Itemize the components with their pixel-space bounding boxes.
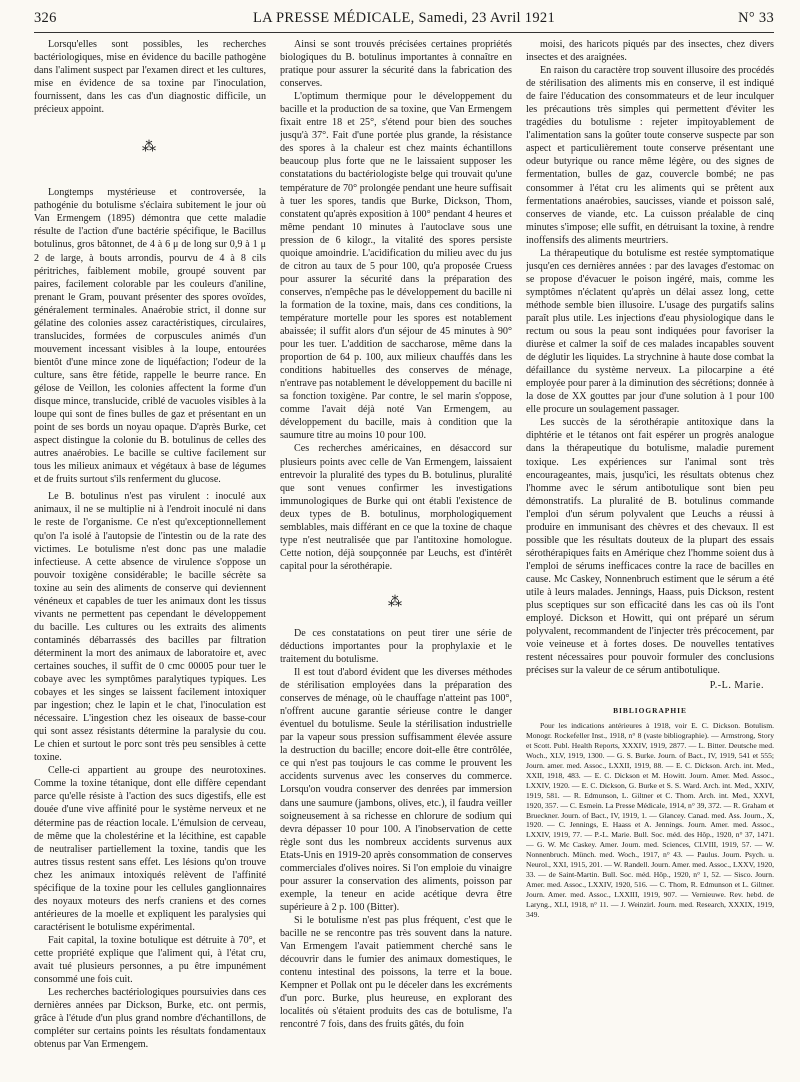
running-header	[34, 8, 774, 33]
column-3	[526, 38, 774, 1078]
journal-title: LA PRESSE MÉDICALE, Samedi, 23 Avril 1921	[252, 10, 556, 26]
paragraph: Longtemps mystérieuse et controversée, la pathogénie du botulisme s'éclaira subitement le jour où Van Ermengem (1895) démontra que cette maladie résulte de l'action d'une bactérie spécifique, le Bacillus botulinus, gros bâtonnet, de 4 à 6 μ de long sur 0,9 à 1 μ 2 de large, à bouts arrondis, pourvu de 4 à 8 cils péritriches, faiblement mobile, groupé souvent par paires, facilement colorable par les couleurs d'aniline, prenant le Gram, pouvant présenter des spores ovoïdes, généralement terminales. Anaérobie strict, il donne sur gélatine des colonies assez caractéristiques, circulaires, translucides, formées de corpuscules animés d'un mouvement incessant visibles à la loupe, entourées bientôt d'une mince zone de liquéfaction; l'odeur de la culture, sans être fétide, rappelle le beurre rance. En gélose de Veillon, les colonies affectent la forme d'un disque mince, translucide, criblé de vacuoles visibles à la loupe qui sont de fines bulles de gaz et présentant en un point de ses bords un noyau opaque. D'après Burke, cet aspect distingue la colonie du B. botulinus de celles des autres anaérobies. Le bacille se cultive facilement sur tous les milieux animaux et végétaux à base de légumes et de fruits surtout s'ils renferment du glucose.	[34, 187, 266, 486]
paragraph: Lorsqu'elles sont possibles, les recherches bactériologiques, mise en évidence du bacille pathogène dans l'aliment suspect par l'examen direct et les cultures, mise en évidence de sa toxine par l'inoculation, fournissent, dans les cas d'un diagnostic difficile, un précieux appoint.	[34, 39, 266, 116]
page-number: 326	[34, 10, 57, 26]
paragraph: Les recherches bactériologiques poursuivies dans ces dernières années par Dickson, Burke, etc. ont permis, grâce à l'étude d'un plus grand nombre d'échantillons, de compléter sur certains points les résultats fondamentaux obtenus par Van Ermengem.	[34, 987, 266, 1051]
paragraph: moisi, des haricots piqués par des insectes, chez divers insectes et des araignées.	[526, 39, 774, 64]
paragraph: Si le botulisme n'est pas plus fréquent, c'est que le bacille ne se rencontre pas très souvent dans la nature. Van Ermengem l'avait patiemment cherché sans le découvrir dans le fumier des animaux domestiques, le contenu intestinal des poissons, la terre et la boue. Kempner et Pollak ont pu le déceler dans les excréments d'un porc. Burke, plus heureuse, en explorant des localités où s'étaient produits des cas de botulisme, l'a rencontré 7 fois, dans des fruits gâtés, du foin	[280, 914, 512, 1031]
paragraph: Fait capital, la toxine botulique est détruite à 70°, et cette propriété explique que l'aliment qui, à l'état cru, avait tué plusieurs personnes, a pu être impunément consommé une fois cuit.	[34, 934, 266, 986]
section-separator-stars: ⁂	[142, 140, 158, 156]
bibliography-text: Pour les indications antérieures à 1918, voir E. C. Dickson. Botulism. Monogr. Rockefeller Inst., 1918, n° 8 (vaste bibliographie). — Armstrong, Story et Scott. Publ. Health Reports, XXXIV, 1919, 2877. — L. Bitter. Deutsche med. Woch., XLV, 1919, 1300. — G. S. Burke. Journ. of Bact., IV, 1919, 541 et 555; Journ. amer. med. Assoc., LXXII, 1919, 88. — E. C. Dickson. Arch. int. Med., XXII, 1918, 483. — E. C. Dickson et M. Howitt. Journ. Amer. Med. Assoc., LXXIV, 1920. — E. C. Dickson, G. Burke et S. S. Ward. Arch. int. Med., XXIV, 1919, 581. — R. Edmunson, L. Giltner et C. Thom. Arch. int. Med., XXVI, 1920, 357. — C. Esmein. La Presse Médicale, 1914, n° 39, 372. — R. Graham et Brueckner. Journ. of Bact., IV, 1919, 1. — Glancey. Canad. med. Ass. Journ., X, 1920. — C. Jennings, E. Haass et A. Jennings. Journ. Amer. med. Assoc., LXXIV, 1919, 77. — P.-L. Marie. Bull. Soc. méd. des Hôp., 1920, n° 37, 1471. — G. W. Mc Caskey. Amer. Journ. med. Sciences, CLVIII, 1919, 57. — W. Nonnenbruch. Münch. med. Woch., 1917, n° 43. — Paulus. Journ. Psych. u. Neurol., XXI, 1915, 201. — W. Randell. Journ. Amer. med. Assoc., LXXV, 1920, 33. — de Saint-Martin. Bull. Soc. méd. Hôp., 1920, n° 1, 52. — Sisco. Journ. Amer. med. Assoc., LXXIV, 1920, 516. — C. Thom, R. Edmunson et L. Giltner. Journ. Amer. med. Assoc., LXXIII, 1919, 907. — Vernieuwe. Rev. hebd. de Laryng., XLI, 1918, n° 11. — J. Weinzirl. Journ. med. Research, XXXIX, 1919, 349.	[526, 721, 774, 919]
section-separator-stars: ⁂	[388, 594, 404, 610]
paragraph: De ces constatations on peut tirer une série de déductions importantes pour la prophylaxie et le traitement du botulisme.	[280, 627, 512, 666]
paragraph: Il est tout d'abord évident que les diverses méthodes de stérilisation employées dans la préparation des conserves de ménage, où le chauffage n'atteint pas 100°, n'offrent aucune garantie sérieuse contre le danger éventuel du botulisme. Seule la stérilisation industrielle par la vapeur sous pression suffisamment élevée assure la destruction du bacille; encore doit-elle être contrôlée, ce qui n'est pas toujours le cas comme le prouvent les accidents survenus avec les conserves du commerce. Lorsqu'on voudra conserver des denrées par immersion dans une saumure (jambons, olives, etc.), il faudra veiller soigneusement à sa richesse en chlorure de sodium qui devra dépasser 10 pour 100. A l'inobservation de cette règle sont dus les nombreux accidents survenus aux Etats-Unis en 1919-20 après consommation de conserves commerciales d'olives noires. Si l'on emploie du vinaigre pour assurer la conservation des aliments, poisson par exemple, la teneur en acide acétique devra être supérieure à 2 p. 100 (Bitter).	[280, 667, 512, 913]
column-1	[34, 38, 266, 1078]
paragraph: Les succès de la sérothérapie antitoxique dans la diphtérie et le tétanos ont fait espérer un progrès analogue dans la thérapeutique du botulisme, maladie purement toxique. Les expériences sur l'animal sont très encourageantes, mais, jusqu'ici, les résultats obtenus chez l'homme avec le sérum antibotulique sont bien peu démonstratifs. La pluralité de B. botulinus commande l'emploi d'un sérum polyvalent que Leuchs a réussi à produire en immunisant des chèvres et des chevaux. Il est possible que les résultats douteux de la plupart des essais sérothérapiques faits en Amérique chez l'homme soient dus à l'emploi de sérums inefficaces contre la race de bacilles en cause. Mc Caskey, Nonnenbruch estiment que le sérum a été utile à leurs malades. Jennings, Haass, puis Dickson, restent plus sceptiques sur son efficacité dans les cas où ils l'ont employé. Dickson et Howitt, qui ont préparé un sérum polyvalent, recommandent de l'injecter très précocement, par voie veineuse et à fortes doses. De nouvelles tentatives restent nécessaires pour pouvoir formuler des conclusions précises sur la valeur de ce sérum antibotulique.	[526, 417, 774, 677]
paragraph: L'optimum thermique pour le développement du bacille et la production de sa toxine, que Van Ermengem fixait entre 18 et 25°, s'étend pour bien des souches jusqu'à 37°. Fait d'une portée plus grande, la résistance des spores à la chaleur est chez maints échantillons beaucoup plus forte que ne le laissaient supposer les constatations du bactériologiste belge qui trouvait qu'une température de 70° prolongée pendant une heure suffisait à tuer les spores, tandis que Burke, Dickson, Thom, constatent qu'après exposition à 100° pendant 4 heures et même pendant 10 minutes à l'autoclave sous une pression de 6 kilogr., la vitalité des spores persiste quoique amoindrie. L'acidification du milieu avec du jus de citron au taux de 5 pour 100, qu'a proposée Cruess pour assurer la sécurité dans la préparation des conserves, n'empêche pas le développement du bacille ni la formation de la toxine, mais, dans ces conditions, la température mortelle pour les spores est notablement abaissée; il suffit alors d'un séjour de 45 minutes à 90° pour les tuer. L'addition de saccharose, même dans la proportion de 64 p. 100, aux milieux chauffés dans les conditions habituelles des conserves de ménage, n'entrave pas notablement le développement du bacille ni sa fonction toxigène. Par contre, le sel marin s'oppose, comme l'avait déjà noté Van Ermengem, au développement du bacille, mais à condition que la saumure titre au moins 10 pour 100.	[280, 91, 512, 442]
author-signature: P.-L. Marie.	[709, 680, 764, 692]
column-2	[280, 38, 512, 1078]
bibliography-heading: BIBLIOGRAPHIE	[613, 706, 687, 716]
issue-number: N° 33	[738, 10, 774, 26]
paragraph: En raison du caractère trop souvent illusoire des procédés de stérilisation des aliments mis en conserve, il est indiqué de faire l'éducation des consommateurs et de leur inculquer les précautions très simples qui permettent d'éviter les tragédies du botulisme : rejeter impitoyablement de l'alimentation sans la goûter toute conserve suspecte par son aspect et particulièrement toute conserve présentant une odeur butyrique ou rance même légère, ou des signes de fermentation, bulles de gaz, couvercle bombé; ne pas consommer à l'état cru les aliments qui se prêtent aux fermentations anaérobies, saucisses, viande et poisson salé, conserves de viande, etc. La cuisson préalable de cinq minutes s'impose; elle suffit, en détruisant la toxine, à rendre inoffensifs des aliments meurtriers.	[526, 65, 774, 246]
paragraph: Ces recherches américaines, en désaccord sur plusieurs points avec celle de Van Ermengem, laissaient entrevoir la pluralité des types du B. botulinus, pluralité que sont venues confirmer les investigations immunologiques de Burke qui ont établi l'existence de deux types de B. botulinus, morphologiquement semblables, mais différant en ce que la toxine de chaque type n'est neutralisée que par l'antitoxine homologue. Cette notion, déjà soupçonnée par Leuchs, est d'intérêt capital pour la sérothérapie.	[280, 443, 512, 572]
paragraph: Le B. botulinus n'est pas virulent : inoculé aux animaux, il ne se multiplie ni à l'endroit inoculé ni dans le reste de l'organisme. Ce n'est qu'exceptionnellement qu'on l'a isolé à l'autopsie de l'intestin ou de la rate des victimes. Le botulisme n'est donc pas une maladie infectieuse. A cette absence de virulence s'oppose un pouvoir toxigène considérable; le bacille sécrète sa toxine au sein des aliments de conserve qui deviennent vénéneux et capables de tuer les animaux dont les tissus vivants ne permettent pas cependant le développement du bacille. Les cultures ou les extraits des aliments contaminés débarrassés des bacilles par filtration déterminent la mort des animaux de laboratoire et, avec certaines souches, il suffit de 0 cmc 00005 pour tuer le cobaye avec les symptômes paralytiques typiques. Les cobayes et les singes se laissent facilement intoxiquer par ingestion; chez le lapin et le chat, l'inoculation est nécessaire. L'ingestion chez les oiseaux de basse-cour qui sont assez résistants détermine la paralysie du cou. Le chien et surtout le porc sont très peu sensibles à cette toxine.	[34, 491, 266, 764]
paragraph: La thérapeutique du botulisme est restée symptomatique jusqu'en ces dernières années : par des lavages d'estomac on se propose d'évacuer le poison ingéré, mais, comme les symptômes n'éclatent qu'après un délai assez long, cette méthode semble bien illusoire. L'usage des purgatifs salins paraît plus utile. Les injections d'eau physiologique dans le rectum ou sous la peau sont indiquées pour favoriser la diurèse et calmer la soif de ces malades incapables souvent de déglutir les liquides. La strychnine à haute dose combat la défaillance du système nerveux. La pilocarpine a été employée pour parer à la diminution des sécrétions; donnée à la dose de XX gouttes par jour d'une solution à 1 pour 100 elle procure un soulagement passager.	[526, 247, 774, 416]
paragraph: Celle-ci appartient au groupe des neurotoxines. Comme la toxine tétanique, dont elle diffère cependant parce qu'elle résiste à l'action des sucs digestifs, elle est douée d'une vive affinité pour le système nerveux et ne détermine pas de réaction locale. L'émulsion de cerveau, de même que la cholestérine et la lécithine, est capable de neutraliser partiellement la toxine, tandis que les autres tissus restent sans effet. Les lésions qu'on trouve chez les animaux intoxiqués relèvent de l'affinité spécifique de la toxine pour les cellules ganglionnaires des noyaux moteurs des nerfs craniens et des cornes antérieures de la moelle et expliquent les paralysies qui caractérisent le botulisme expérimental.	[34, 765, 266, 933]
paragraph: Ainsi se sont trouvés précisées certaines propriétés biologiques du B. botulinus importantes à connaître en pratique pour assurer la sécurité dans la fabrication des conserves.	[280, 39, 512, 90]
